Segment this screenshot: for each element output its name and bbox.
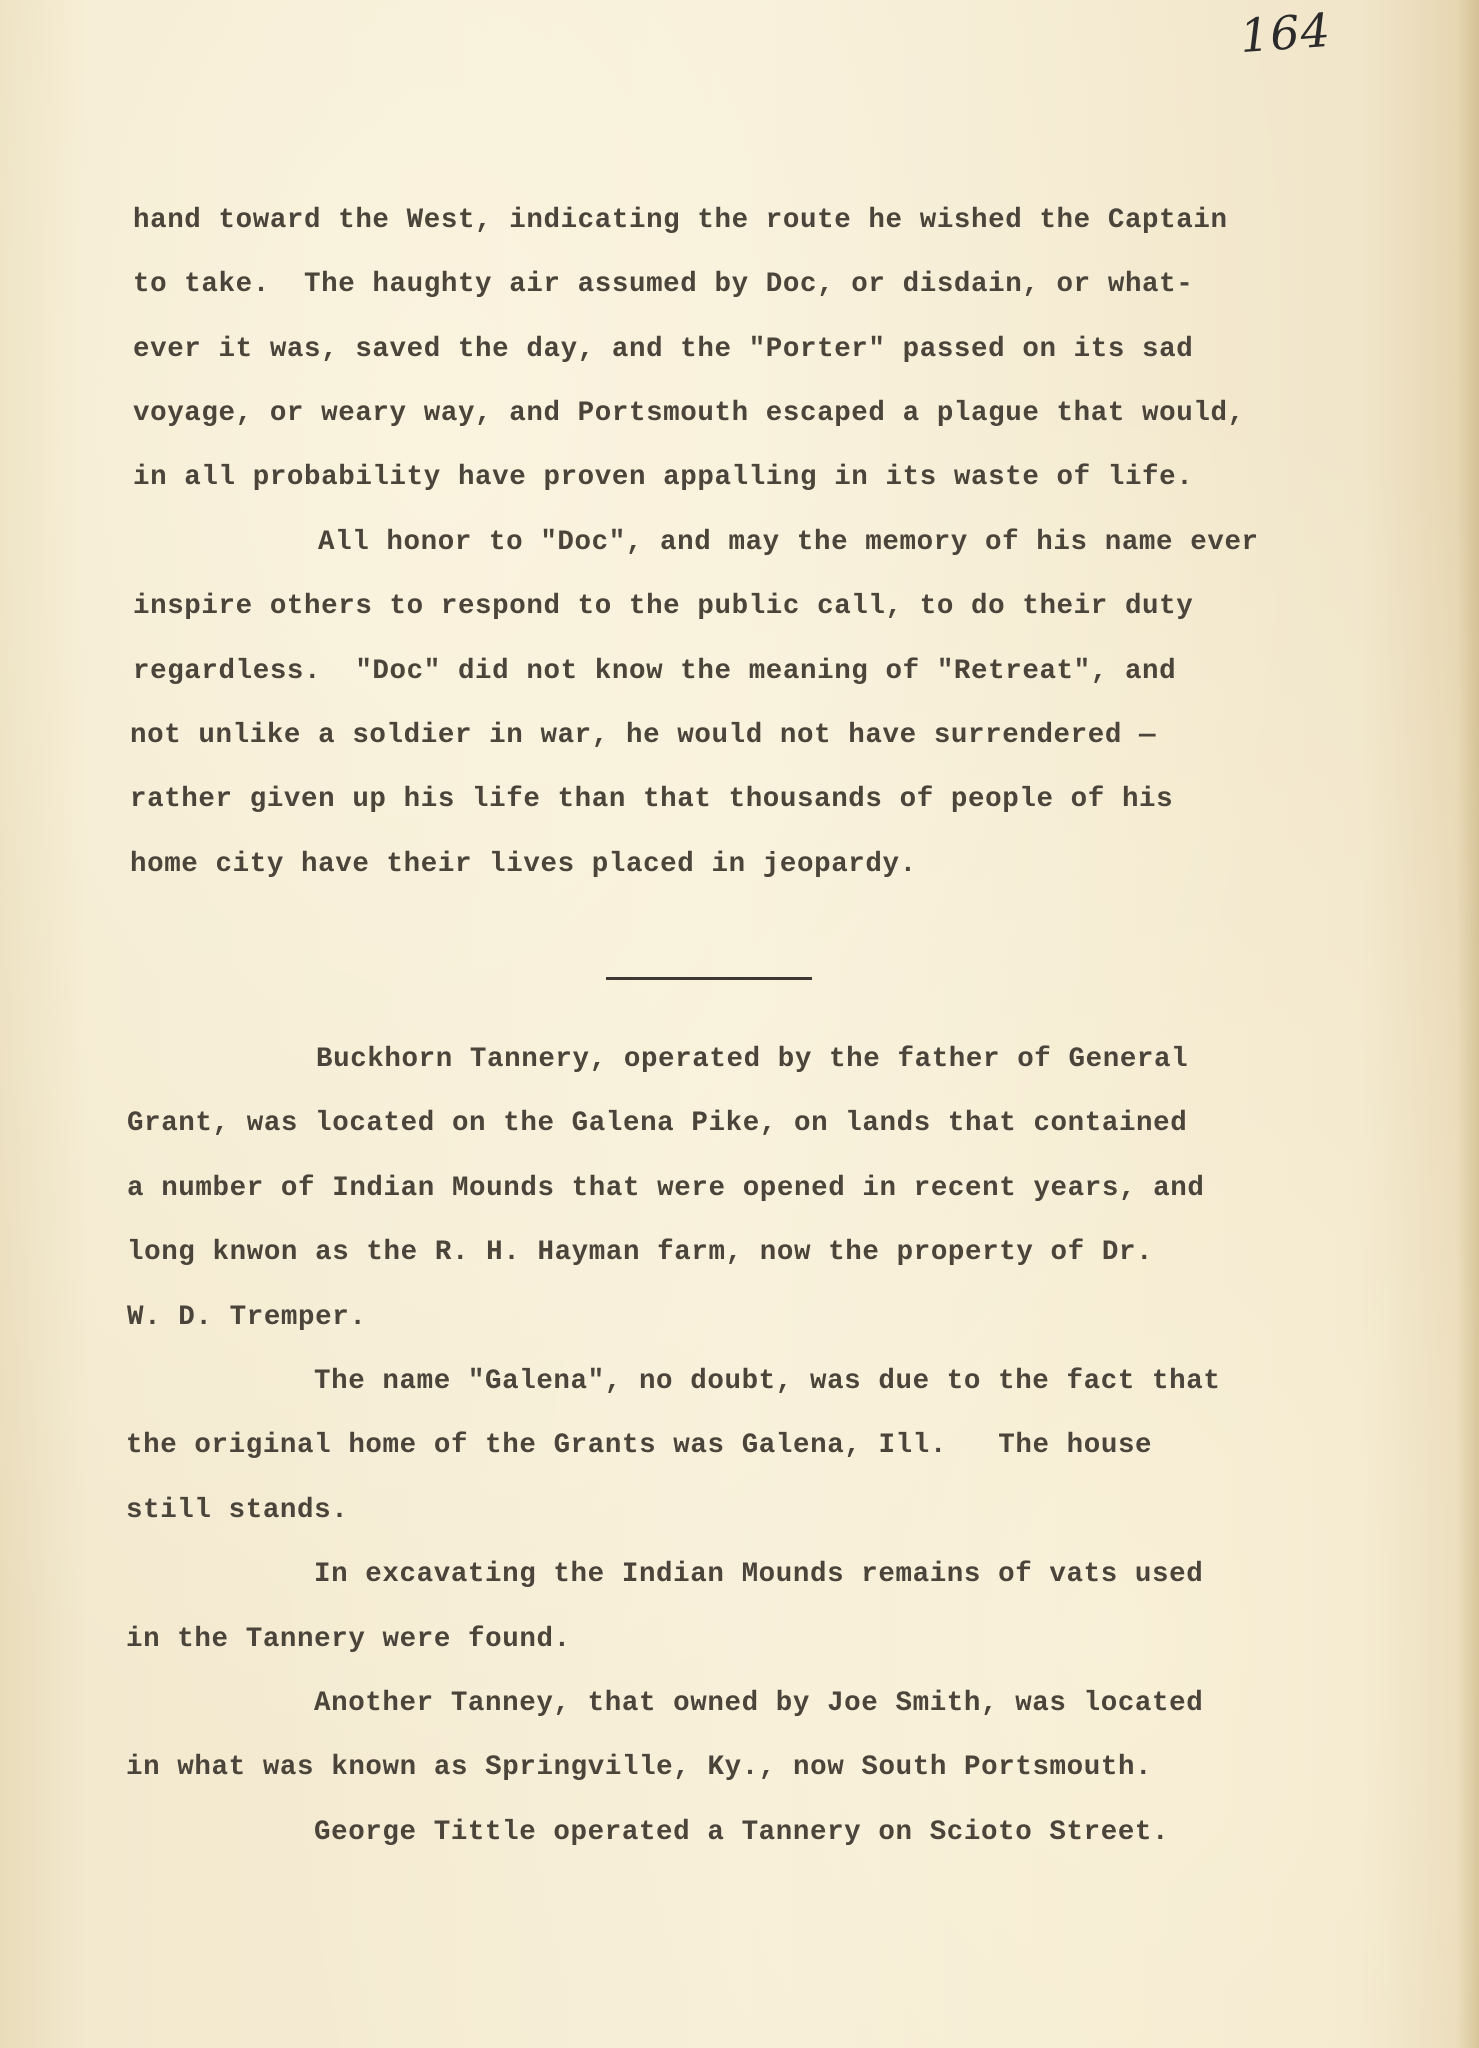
text-line: The name "Galena", no doubt, was due to the fact that: [314, 1366, 1221, 1397]
text-line: regardless. "Doc" did not know the meaning of "Retreat", and: [133, 656, 1177, 687]
text-line: hand toward the West, indicating the route he wished the Captain: [133, 205, 1228, 236]
text-line: rather given up his life than that thousands of people of his: [130, 784, 1174, 815]
text-line: in all probability have proven appalling in its waste of life.: [133, 462, 1194, 493]
text-line: In excavating the Indian Mounds remains of vats used: [314, 1559, 1204, 1590]
text-line: inspire others to respond to the public call, to do their duty: [133, 591, 1194, 622]
text-line: to take. The haughty air assumed by Doc, or disdain, or what-: [133, 269, 1194, 300]
paper-edge: [1457, 0, 1479, 2048]
text-line: not unlike a soldier in war, he would not have surrendered —: [130, 720, 1157, 751]
text-line: Another Tanney, that owned by Joe Smith, was located: [314, 1688, 1204, 1719]
text-line: in the Tannery were found.: [126, 1624, 571, 1655]
text-line: ever it was, saved the day, and the "Porter" passed on its sad: [133, 334, 1194, 365]
page-number: 164: [1238, 2, 1333, 64]
text-line: home city have their lives placed in jeopardy.: [130, 849, 917, 880]
text-line: still stands.: [126, 1495, 349, 1526]
text-line: All honor to "Doc", and may the memory of his name ever: [318, 527, 1259, 558]
text-line: the original home of the Grants was Galena, Ill. The house: [126, 1430, 1153, 1461]
text-line: George Tittle operated a Tannery on Scioto Street.: [314, 1817, 1170, 1848]
text-line: W. D. Tremper.: [127, 1302, 367, 1333]
text-line: Buckhorn Tannery, operated by the father of General: [316, 1044, 1189, 1075]
section-divider: [606, 977, 812, 980]
text-line: long knwon as the R. H. Hayman farm, now the property of Dr.: [127, 1237, 1154, 1268]
text-line: in what was known as Springville, Ky., now South Portsmouth.: [126, 1752, 1153, 1783]
text-line: Grant, was located on the Galena Pike, on lands that contained: [127, 1108, 1188, 1139]
text-line: a number of Indian Mounds that were opened in recent years, and: [127, 1173, 1205, 1204]
text-line: voyage, or weary way, and Portsmouth escaped a plague that would,: [133, 398, 1245, 429]
